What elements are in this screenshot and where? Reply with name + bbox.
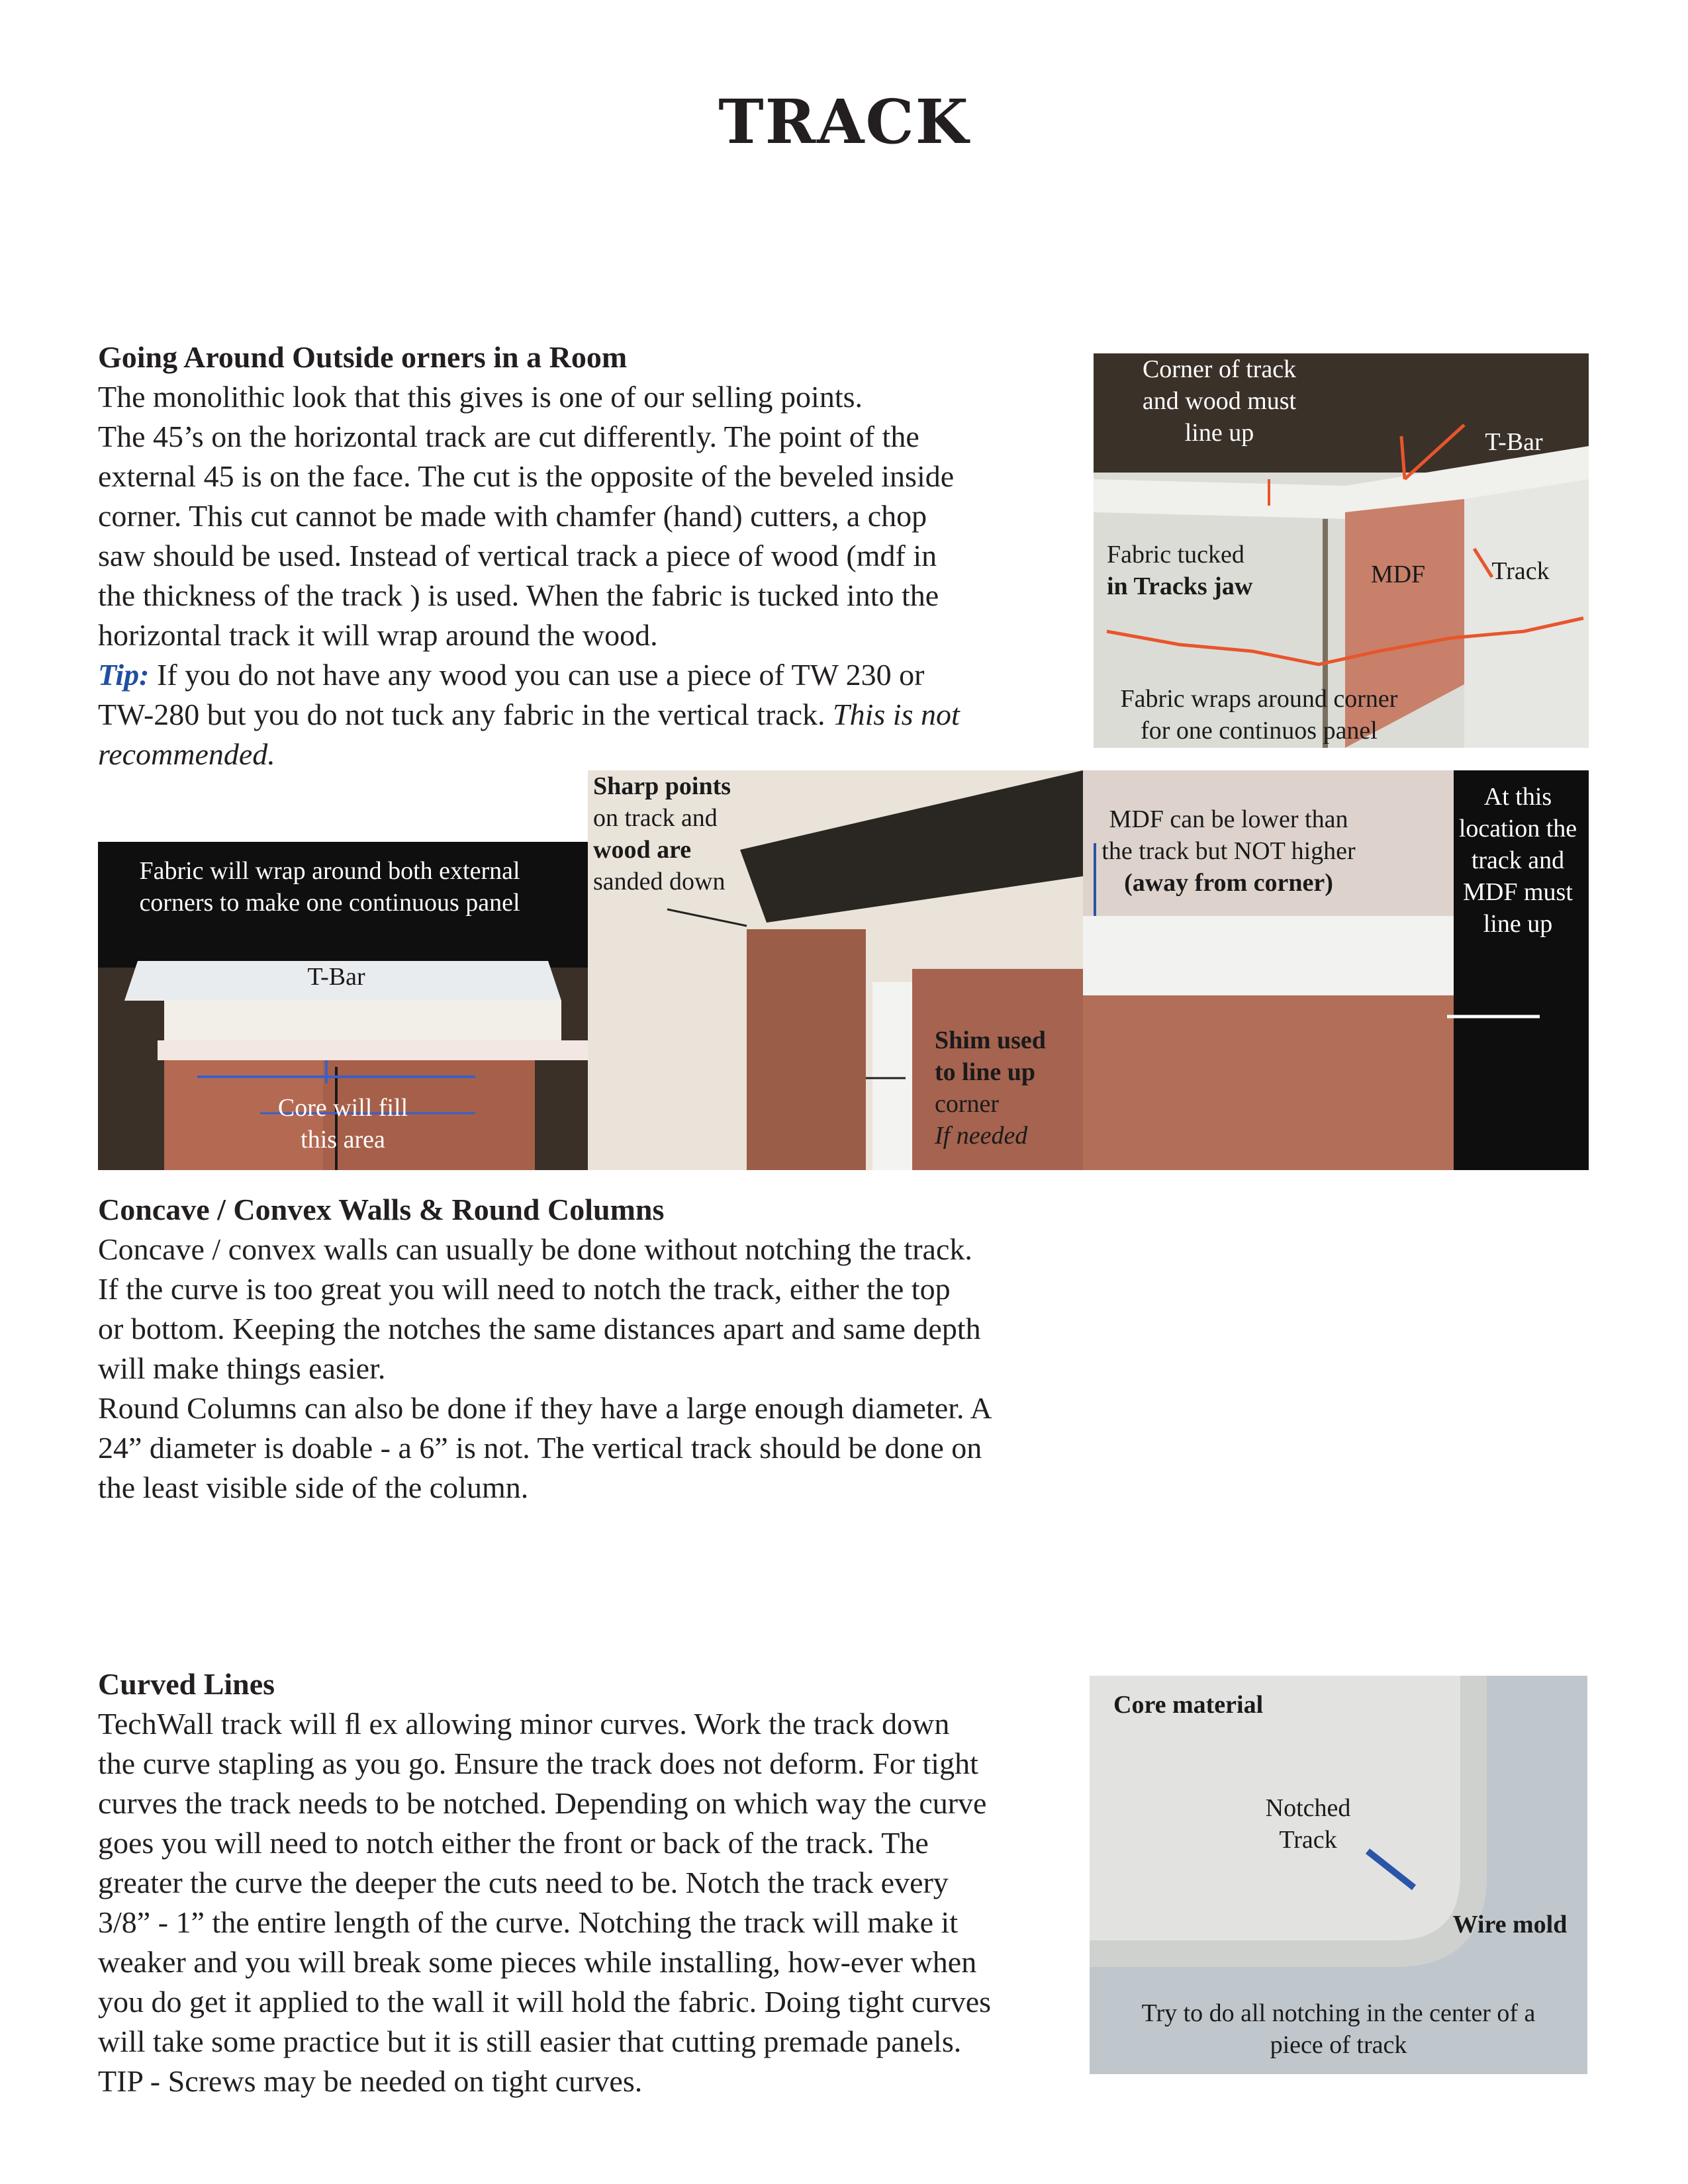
label-shim: to line up <box>935 1058 1036 1086</box>
section-heading: Concave / Convex Walls & Round Columns <box>98 1193 665 1226</box>
photo-notched-curve <box>1090 1676 1587 2074</box>
photo-sharp-points <box>588 770 1083 1170</box>
paragraph-line: you do get it applied to the wall it will hold the fabric. Doing tight curves <box>98 1985 992 2019</box>
caption-away-from-corner: (away from corner) <box>1124 869 1333 897</box>
paragraph-line: the curve stapling as you go. Ensure the track does not deform. For tight <box>98 1747 978 1780</box>
caption-notching-center: Try to do all notching in the center of a piece of track <box>1141 1999 1536 2059</box>
paragraph-line: curves the track needs to be notched. Depending on which way the curve <box>98 1786 987 1820</box>
label-fabric-tucked: Fabric tucked <box>1107 541 1244 569</box>
tip-text: TW-280 but you do not tuck any fabric in the vertical track. <box>98 698 833 731</box>
label-core-material: Core material <box>1113 1691 1264 1719</box>
tip-label: Tip: <box>98 658 150 692</box>
label-notched-track: Notched Track <box>1265 1794 1351 1854</box>
tip-line <box>98 695 1058 735</box>
tip-line <box>98 655 1058 695</box>
paragraph-line: the least visible side of the column. <box>98 1471 529 1504</box>
paragraph-line: saw should be used. Instead of vertical track a piece of wood (mdf in <box>98 539 937 572</box>
paragraph-line: Round Columns can also be done if they have a large enough diameter. A <box>98 1391 992 1425</box>
paragraph-line: weaker and you will break some pieces while installing, how-ever when <box>98 1945 977 1979</box>
paragraph-line: TechWall track will ﬂ ex allowing minor curves. Work the track down <box>98 1707 950 1741</box>
paragraph-line: will make things easier. <box>98 1351 386 1385</box>
paragraph-line: external 45 is on the face. The cut is the opposite of the beveled inside <box>98 459 955 493</box>
label-mdf: MDF <box>1370 561 1426 588</box>
label-shim: If needed <box>935 1122 1028 1150</box>
label-sharp-points: sanded down <box>593 868 726 895</box>
caption-mdf-lower: MDF can be lower than the track but NOT higher <box>1102 805 1356 865</box>
page-title: TRACK <box>718 86 970 158</box>
photo-column-wrap <box>98 842 588 1170</box>
label-wire-mold: Wire mold <box>1452 1911 1568 1938</box>
photo-mdf-lower <box>1083 770 1589 1170</box>
tip-text: If you do not have any wood you can use a piece of TW 230 or <box>149 658 925 692</box>
paragraph-line: Concave / convex walls can usually be done without notching the track. <box>98 1232 972 1266</box>
photo-corner-track <box>1094 353 1589 748</box>
label-sharp-points: on track and <box>593 804 718 832</box>
section-outside-corners <box>98 338 1058 774</box>
label-sharp-points: wood are <box>593 836 692 864</box>
caption-corner-line-up: Corner of track and wood must line up <box>1142 355 1297 447</box>
paragraph-line: The 45’s on the horizontal track are cut differently. The point of the <box>98 420 919 453</box>
caption-fabric-wraps: Fabric wraps around corner for one continuos panel <box>1120 685 1398 745</box>
paragraph-line: TIP - Screws may be needed on tight curves. <box>98 2064 643 2098</box>
section-curved-lines <box>98 1664 1104 2101</box>
paragraph-line: If the curve is too great you will need to notch the track, either the top <box>98 1272 951 1306</box>
label-sharp-points: Sharp points <box>593 772 731 800</box>
paragraph-line: greater the curve the deeper the cuts need to be. Notch the track every <box>98 1866 949 1899</box>
paragraph-line: the thickness of the track ) is used. When the fabric is tucked into the <box>98 578 939 612</box>
label-tracks-jaw: in Tracks jaw <box>1107 572 1253 600</box>
paragraph-line: will take some practice but it is still easier that cutting premade panels. <box>98 2025 962 2058</box>
label-tbar: T-Bar <box>307 963 365 991</box>
label-shim: corner <box>935 1090 1000 1118</box>
label-tbar: T-Bar <box>1485 428 1543 456</box>
paragraph-line: horizontal track it will wrap around the wood. <box>98 618 658 652</box>
tip-warning: recommended. <box>98 737 275 771</box>
paragraph-line: 3/8” - 1” the entire length of the curve. Notching the track will make it <box>98 1905 959 1939</box>
section-heading: Curved Lines <box>98 1667 275 1701</box>
caption-fabric-wrap-both: Fabric will wrap around both external corners to make one continuous panel <box>139 857 520 917</box>
label-shim: Shim used <box>935 1026 1046 1054</box>
tip-warning: This is not <box>833 698 960 731</box>
paragraph-line: or bottom. Keeping the notches the same distances apart and same depth <box>98 1312 981 1345</box>
paragraph-line: corner. This cut cannot be made with chamfer (hand) cutters, a chop <box>98 499 927 533</box>
paragraph-line: The monolithic look that this gives is one of our selling points. <box>98 380 863 414</box>
section-concave-convex <box>98 1190 1104 1508</box>
paragraph-line: goes you will need to notch either the front or back of the track. The <box>98 1826 929 1860</box>
section-heading: Going Around Outside orners in a Room <box>98 340 628 374</box>
caption-line-up-location: At this location the track and MDF must line up <box>1458 783 1577 938</box>
label-core-fill: Core will fill this area <box>277 1094 408 1154</box>
label-track: Track <box>1491 557 1550 585</box>
paragraph-line: 24” diameter is doable - a 6” is not. The vertical track should be done on <box>98 1431 982 1465</box>
